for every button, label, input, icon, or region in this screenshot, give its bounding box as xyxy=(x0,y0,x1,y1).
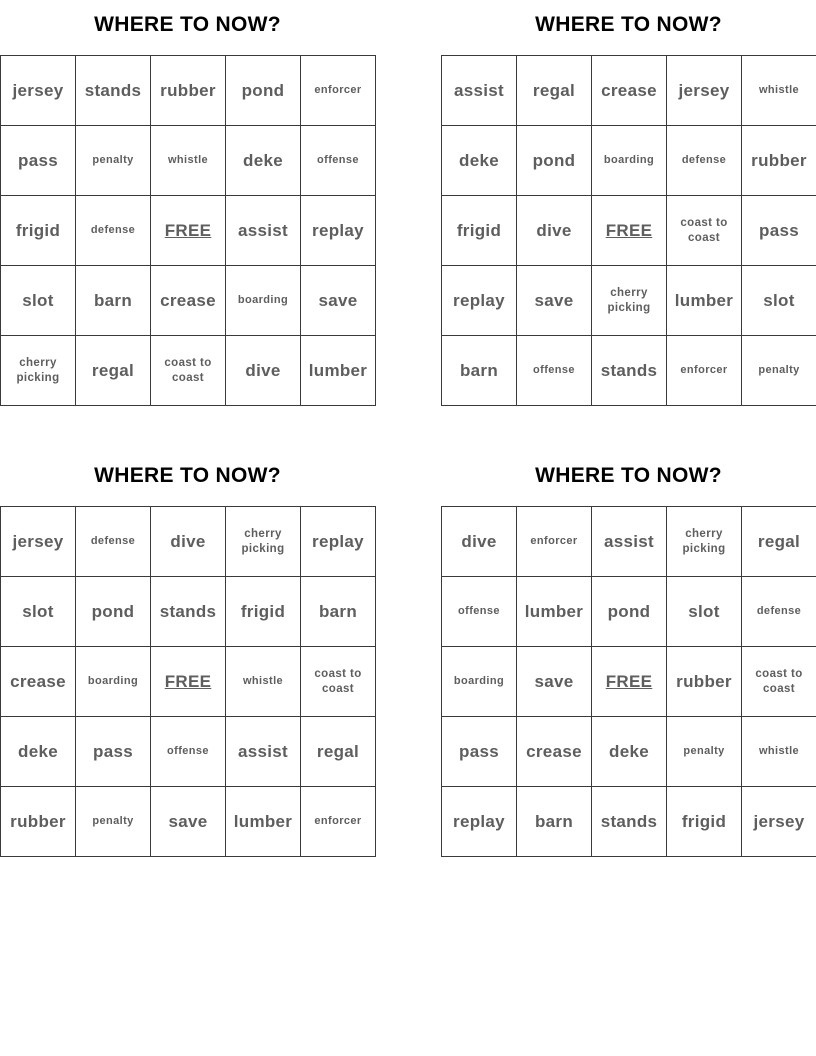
bingo-cell: jersey xyxy=(667,56,742,126)
grid-row xyxy=(1,126,376,196)
grid-row xyxy=(1,787,376,857)
bingo-cell: slot xyxy=(742,266,816,336)
bingo-cell: slot xyxy=(667,577,742,647)
bingo-cell: whistle xyxy=(742,717,816,787)
grid-row xyxy=(1,507,376,577)
bingo-cell: assist xyxy=(442,56,517,126)
bingo-cell: barn xyxy=(301,577,376,647)
bingo-cell: crease xyxy=(1,647,76,717)
free-space: FREE xyxy=(592,196,667,266)
bingo-cell: pond xyxy=(76,577,151,647)
bingo-cell: pass xyxy=(1,126,76,196)
bingo-cell: stands xyxy=(76,56,151,126)
bingo-cell: jersey xyxy=(1,56,76,126)
grid-row xyxy=(442,126,816,196)
bingo-cell: whistle xyxy=(742,56,816,126)
bingo-cell: regal xyxy=(301,717,376,787)
bingo-cell: defense xyxy=(76,196,151,266)
card-title: WHERE TO NOW? xyxy=(94,464,281,487)
bingo-cell: penalty xyxy=(76,126,151,196)
bingo-cell: cherry picking xyxy=(1,336,76,406)
bingo-cell: lumber xyxy=(301,336,376,406)
bingo-cell: pass xyxy=(742,196,816,266)
bingo-cell: dive xyxy=(517,196,592,266)
free-space: FREE xyxy=(592,647,667,717)
bingo-cell: boarding xyxy=(592,126,667,196)
bingo-cell: enforcer xyxy=(517,507,592,577)
bingo-cell: pond xyxy=(517,126,592,196)
bingo-cell: offense xyxy=(301,126,376,196)
bingo-cell: offense xyxy=(442,577,517,647)
bingo-cell: dive xyxy=(442,507,517,577)
bingo-cell: enforcer xyxy=(301,787,376,857)
bingo-cell: dive xyxy=(151,507,226,577)
grid-row xyxy=(442,577,816,647)
bingo-cell: pass xyxy=(76,717,151,787)
bingo-cell: enforcer xyxy=(301,56,376,126)
bingo-cell: assist xyxy=(592,507,667,577)
bingo-cell: slot xyxy=(1,266,76,336)
bingo-cell: cherry picking xyxy=(592,266,667,336)
bingo-cell: pass xyxy=(442,717,517,787)
grid-row xyxy=(442,717,816,787)
grid-row xyxy=(1,336,376,406)
card-title: WHERE TO NOW? xyxy=(94,13,281,36)
bingo-cell: coast to coast xyxy=(301,647,376,717)
bingo-cell: stands xyxy=(592,336,667,406)
bingo-cell: lumber xyxy=(226,787,301,857)
card-title: WHERE TO NOW? xyxy=(535,464,722,487)
bingo-cell: penalty xyxy=(76,787,151,857)
grid-row xyxy=(1,577,376,647)
bingo-cell: dive xyxy=(226,336,301,406)
bingo-grid xyxy=(441,55,816,406)
bingo-cell: replay xyxy=(442,787,517,857)
bingo-cell: penalty xyxy=(742,336,816,406)
bingo-cell: rubber xyxy=(667,647,742,717)
bingo-cell: save xyxy=(517,266,592,336)
bingo-cell: frigid xyxy=(442,196,517,266)
bingo-cell: coast to coast xyxy=(667,196,742,266)
grid-row xyxy=(442,507,816,577)
bingo-cell: coast to coast xyxy=(742,647,816,717)
bingo-cell: rubber xyxy=(742,126,816,196)
grid-row xyxy=(1,196,376,266)
grid-row xyxy=(1,647,376,717)
grid-row xyxy=(1,266,376,336)
bingo-cell: rubber xyxy=(151,56,226,126)
bingo-cell: deke xyxy=(1,717,76,787)
grid-row xyxy=(442,56,816,126)
bingo-cell: regal xyxy=(517,56,592,126)
bingo-cell: barn xyxy=(517,787,592,857)
bingo-cell: boarding xyxy=(226,266,301,336)
free-space: FREE xyxy=(151,196,226,266)
bingo-cell: frigid xyxy=(1,196,76,266)
bingo-cell: pond xyxy=(226,56,301,126)
grid-row xyxy=(442,336,816,406)
bingo-cell: lumber xyxy=(667,266,742,336)
bingo-cell: defense xyxy=(742,577,816,647)
bingo-cell: deke xyxy=(592,717,667,787)
bingo-cell: stands xyxy=(592,787,667,857)
grid-row xyxy=(442,787,816,857)
bingo-cell: coast to coast xyxy=(151,336,226,406)
bingo-cell: cherry picking xyxy=(226,507,301,577)
grid-row xyxy=(442,196,816,266)
bingo-cell: crease xyxy=(592,56,667,126)
bingo-cell: assist xyxy=(226,717,301,787)
bingo-cell: offense xyxy=(151,717,226,787)
bingo-cell: jersey xyxy=(742,787,816,857)
bingo-cell: boarding xyxy=(442,647,517,717)
bingo-cell: barn xyxy=(76,266,151,336)
bingo-cell: replay xyxy=(442,266,517,336)
bingo-cell: save xyxy=(151,787,226,857)
bingo-cell: enforcer xyxy=(667,336,742,406)
bingo-cell: save xyxy=(517,647,592,717)
bingo-grid xyxy=(441,506,816,857)
bingo-cell: deke xyxy=(442,126,517,196)
bingo-cell: barn xyxy=(442,336,517,406)
bingo-cell: penalty xyxy=(667,717,742,787)
bingo-cell: stands xyxy=(151,577,226,647)
bingo-cell: assist xyxy=(226,196,301,266)
bingo-cell: frigid xyxy=(667,787,742,857)
grid-row xyxy=(1,56,376,126)
bingo-cell: replay xyxy=(301,196,376,266)
bingo-cell: defense xyxy=(76,507,151,577)
bingo-cell: rubber xyxy=(1,787,76,857)
bingo-cell: save xyxy=(301,266,376,336)
bingo-cell: slot xyxy=(1,577,76,647)
bingo-cell: frigid xyxy=(226,577,301,647)
grid-row xyxy=(1,717,376,787)
bingo-cell: offense xyxy=(517,336,592,406)
bingo-cell: regal xyxy=(76,336,151,406)
bingo-cell: whistle xyxy=(151,126,226,196)
card-title: WHERE TO NOW? xyxy=(535,13,722,36)
bingo-cell: defense xyxy=(667,126,742,196)
bingo-cell: lumber xyxy=(517,577,592,647)
bingo-cell: replay xyxy=(301,507,376,577)
free-space: FREE xyxy=(151,647,226,717)
bingo-cell: deke xyxy=(226,126,301,196)
bingo-cell: crease xyxy=(517,717,592,787)
grid-row xyxy=(442,266,816,336)
bingo-grid xyxy=(0,506,376,857)
bingo-cell: pond xyxy=(592,577,667,647)
bingo-cell: cherry picking xyxy=(667,507,742,577)
bingo-cell: regal xyxy=(742,507,816,577)
bingo-cell: whistle xyxy=(226,647,301,717)
grid-row xyxy=(442,647,816,717)
bingo-cell: boarding xyxy=(76,647,151,717)
bingo-grid xyxy=(0,55,376,406)
bingo-cell: crease xyxy=(151,266,226,336)
bingo-cell: jersey xyxy=(1,507,76,577)
